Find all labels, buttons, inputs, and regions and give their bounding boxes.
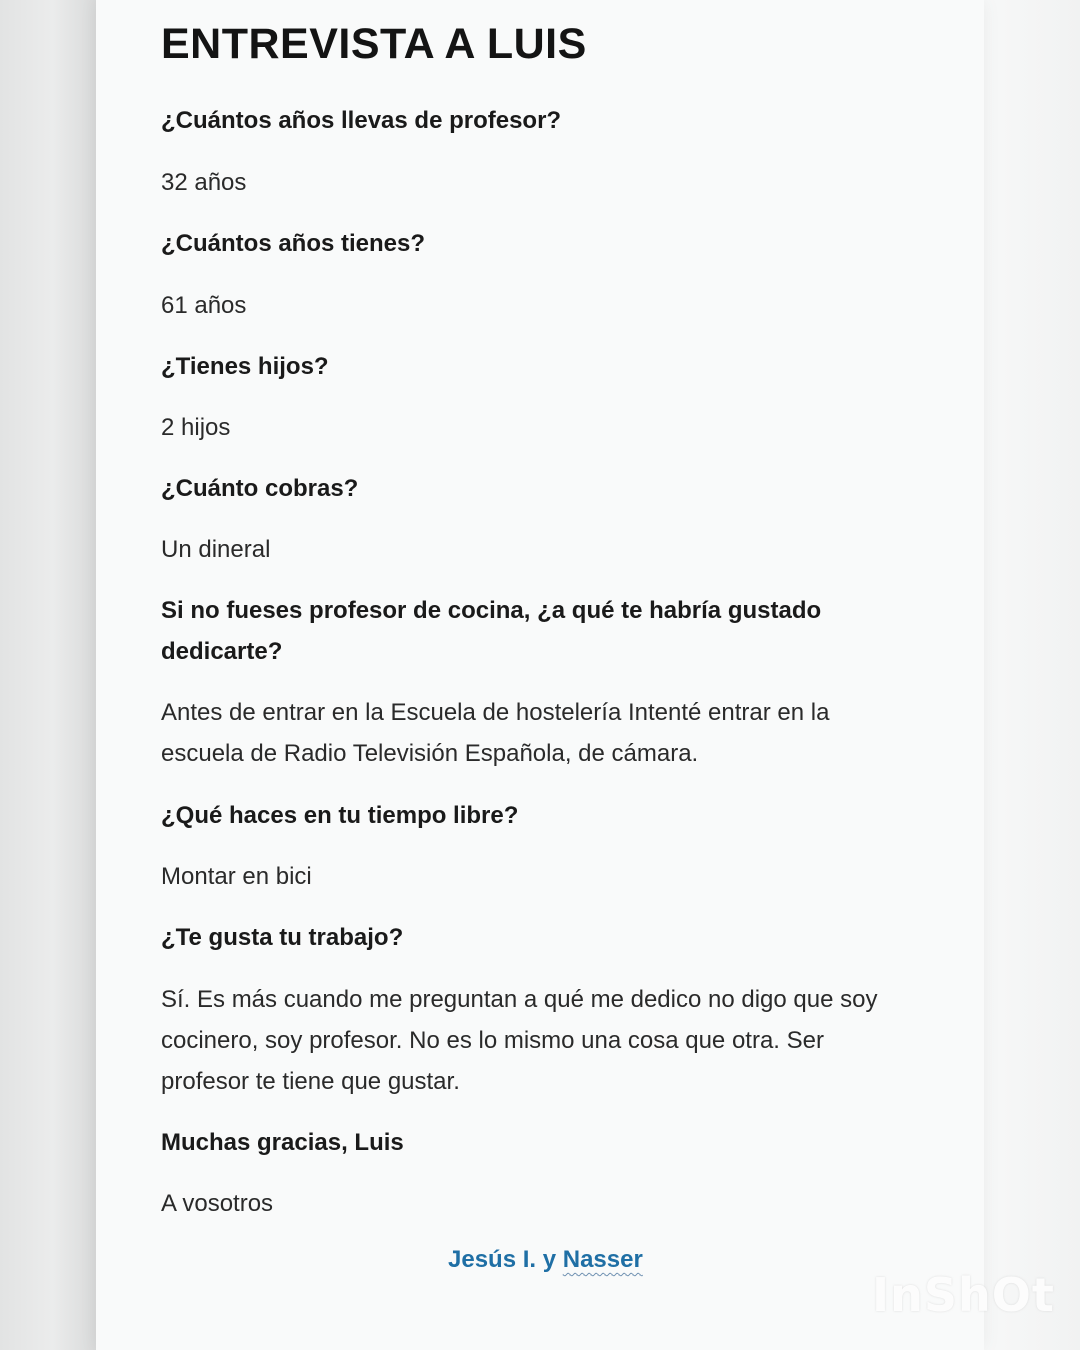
answer-6: Montar en bici [161,863,312,890]
answer-7: Sí. Es más cuando me preguntan a qué me dedico no digo que soy cocinero, soy profesor. No es lo mismo una cosa que otra. Ser profesor te tiene que gustar. [161,986,878,1095]
inshot-watermark: InShOt [872,1268,1055,1322]
answer-2: 61 años [161,292,247,319]
question-4: ¿Cuánto cobras? [161,475,359,502]
question-5: Si no fueses profesor de cocina, ¿a qué te habría gustado dedicarte? [161,597,822,665]
signature [448,1246,643,1274]
answer-4: Un dineral [161,536,271,563]
signature-name-nasser: Nasser [562,1246,643,1273]
answer-8: A vosotros [161,1190,274,1217]
question-3: ¿Tienes hijos? [161,353,329,380]
question-8: Muchas gracias, Luis [161,1129,404,1156]
answer-3: 2 hijos [161,414,231,441]
question-2: ¿Cuántos años tienes? [161,230,426,257]
answer-5: Antes de entrar en la Escuela de hostelería Intenté entrar en la escuela de Radio Televisión Española, de cámara. [161,699,830,767]
question-1: ¿Cuántos años llevas de profesor? [161,107,562,134]
question-7: ¿Te gusta tu trabajo? [161,924,404,951]
signature-authors: Jesús I. y [448,1246,557,1273]
document-title: ENTREVISTA A LUIS [161,20,587,68]
answer-1: 32 años [161,169,247,196]
question-6: ¿Qué haces en tu tiempo libre? [161,802,519,829]
right-margin [984,0,1080,1350]
left-shadow [0,0,96,1350]
